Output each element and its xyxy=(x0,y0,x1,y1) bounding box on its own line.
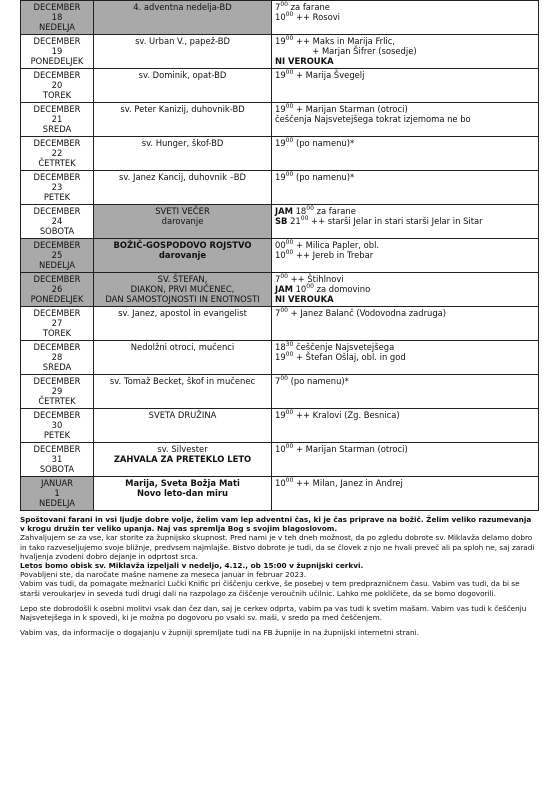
day-number: 27 xyxy=(51,318,63,328)
mass-text: 10 xyxy=(275,478,286,488)
schedule-row xyxy=(21,443,539,477)
day-number: 29 xyxy=(51,386,63,396)
feast-cell xyxy=(94,477,272,511)
feast-cell xyxy=(94,443,272,477)
mass-cell xyxy=(272,307,539,341)
day-number: 26 xyxy=(51,284,63,294)
day-number: 23 xyxy=(51,182,63,192)
day-cell xyxy=(21,375,94,409)
weekday-label: PONEDELJEK xyxy=(30,294,84,304)
time-minutes: 00 xyxy=(285,249,294,257)
mass-text: 00 xyxy=(275,240,286,250)
feast-cell xyxy=(94,69,272,103)
feast-line: sv. Hunger, škof-BD xyxy=(141,138,224,148)
mass-text: 18 xyxy=(292,206,307,216)
mass-text: ++ Maks in Marija Frlic, xyxy=(293,36,396,46)
day-cell xyxy=(21,307,94,341)
weekday-label: ČETRTEK xyxy=(38,396,76,406)
mass-text: SB xyxy=(275,216,288,226)
mass-text: 10 xyxy=(275,250,286,260)
feast-line: sv. Urban V., papež-BD xyxy=(135,36,230,46)
schedule-row xyxy=(21,171,539,205)
mass-text: 19 xyxy=(275,410,286,420)
day-cell xyxy=(21,1,94,35)
mass-schedule-body xyxy=(21,1,539,511)
weekday-label: TOREK xyxy=(42,90,72,100)
mass-text: češčenje Najsvetejšega xyxy=(293,342,395,352)
mass-line xyxy=(275,250,535,260)
day-number: 22 xyxy=(51,148,63,158)
day-cell xyxy=(21,137,94,171)
weekday-label: NEDELJA xyxy=(38,22,75,32)
time-minutes: 00 xyxy=(285,477,294,485)
mass-line xyxy=(275,478,535,488)
mass-line xyxy=(275,308,535,318)
feast-line: Novo leto-dan miru xyxy=(137,488,228,498)
feast-line: Marija, Sveta Božja Mati xyxy=(125,478,240,488)
thanks-text: Zahvaljujem se za vse, kar storite za župnijsko skupnost. Pred nami je v teh dneh možnost, da po zgledu dobrote sv. Miklavža delamo dobro in tako razveseljujemo svoje bližnje, predvsem najmlajše. Bistvo dobrote je tudi, da se človek z njo ne hvali preveč ali pa sploh ne, saj zaradi hvaljenja zvodeni dobro dejanje in odprtost srca. xyxy=(20,533,535,561)
mass-line xyxy=(275,56,535,66)
mass-text: ++ Milan, Janez in Andrej xyxy=(293,478,403,488)
time-minutes: 00 xyxy=(280,375,288,383)
weekday-label: PONEDELJEK xyxy=(30,56,84,66)
feast-cell xyxy=(94,239,272,273)
weekday-label: SOBOTA xyxy=(39,226,75,236)
time-minutes: 00 xyxy=(285,443,294,451)
mass-cell xyxy=(272,35,539,69)
month-label: JANUAR xyxy=(41,478,73,488)
time-minutes: 00 xyxy=(280,1,288,9)
mass-text: ++ Štihlnovi xyxy=(287,274,344,284)
mass-cell xyxy=(272,171,539,205)
weekday-label: SREDA xyxy=(42,362,72,372)
day-number: 31 xyxy=(51,454,63,464)
time-minutes: 00 xyxy=(306,283,314,291)
mass-line xyxy=(275,104,535,114)
mass-text: + Marija Švegelj xyxy=(293,70,365,80)
day-cell xyxy=(21,341,94,375)
day-cell xyxy=(21,239,94,273)
schedule-row xyxy=(21,69,539,103)
time-minutes: 00 xyxy=(285,103,294,111)
time-minutes: 00 xyxy=(285,351,294,359)
mass-cell xyxy=(272,103,539,137)
schedule-row xyxy=(21,375,539,409)
mass-line xyxy=(275,138,535,148)
mass-text: 19 xyxy=(275,70,286,80)
day-number: 24 xyxy=(51,216,63,226)
mass-text: 7 xyxy=(275,274,281,284)
feast-cell xyxy=(94,409,272,443)
mass-line xyxy=(275,172,535,182)
mass-cell xyxy=(272,205,539,239)
mass-text: češčenja Najsvetejšega tokrat izjemoma ne bo xyxy=(275,114,471,124)
day-number: 25 xyxy=(51,250,63,260)
mass-text: 18 xyxy=(275,342,286,352)
greeting-text: Spoštovani farani in vsi ljudje dobre volje, želim vam lep adventni čas, ki je čas priprave na božič. Želim veliko razumevanja v krogu družin ter veliko upanja. Naj vas spremlja Bog s svojim blagoslovom. xyxy=(20,515,532,534)
month-label: DECEMBER xyxy=(33,2,81,12)
weekday-label: PETEK xyxy=(43,430,71,440)
day-cell xyxy=(21,69,94,103)
day-cell xyxy=(21,477,94,511)
time-minutes: 00 xyxy=(300,215,309,223)
month-label: DECEMBER xyxy=(33,172,81,182)
day-number: 1 xyxy=(54,488,60,498)
month-label: DECEMBER xyxy=(33,274,81,284)
mass-cell xyxy=(272,409,539,443)
month-label: DECEMBER xyxy=(33,104,81,114)
mass-line xyxy=(275,46,535,56)
weekday-label: TOREK xyxy=(42,328,72,338)
mass-text: NI VEROUKA xyxy=(275,56,334,66)
day-number: 28 xyxy=(51,352,63,362)
feast-line: sv. Janez, apostol in evangelist xyxy=(118,308,247,318)
mass-line xyxy=(275,376,535,386)
month-label: DECEMBER xyxy=(33,444,81,454)
mass-text: + Milica Papler, obl. xyxy=(293,240,380,250)
mass-cell xyxy=(272,273,539,307)
feast-line: sv. Silvester xyxy=(157,444,208,454)
mass-schedule-table xyxy=(20,0,539,511)
weekday-label: PETEK xyxy=(43,192,71,202)
mass-text: + Štefan Ošlaj, obl. in god xyxy=(293,352,406,362)
mass-line xyxy=(275,294,535,304)
mass-line xyxy=(275,410,535,420)
mass-line xyxy=(275,216,535,226)
feast-line: sv. Peter Kanizij, duhovnik-BD xyxy=(120,104,245,114)
feast-line: SVETI VEČER xyxy=(155,206,210,216)
month-label: DECEMBER xyxy=(33,138,81,148)
feast-line: DIAKON, PRVI MUČENEC, xyxy=(130,284,235,294)
feast-line: ZAHVALA ZA PRETEKLO LETO xyxy=(113,454,252,464)
feast-line: sv. Tomaž Becket, škof in mučenec xyxy=(109,376,256,386)
weekday-label: ČETRTEK xyxy=(38,158,76,168)
mass-text: 19 xyxy=(275,352,286,362)
feast-line: sv. Dominik, opat-BD xyxy=(138,70,227,80)
time-minutes: 00 xyxy=(285,69,294,77)
mass-text: JAM xyxy=(275,206,293,216)
time-minutes: 00 xyxy=(280,307,288,315)
schedule-row xyxy=(21,273,539,307)
mass-text: 7 xyxy=(275,2,281,12)
weekday-label: NEDELJA xyxy=(38,260,75,270)
schedule-row xyxy=(21,239,539,273)
time-minutes: 00 xyxy=(285,11,294,19)
feast-line: darovanje xyxy=(158,250,207,260)
feast-line: DAN SAMOSTOJNOSTI IN ENOTNOSTI xyxy=(105,294,260,304)
mass-line xyxy=(275,444,535,454)
mass-text: (po namenu)* xyxy=(287,376,349,386)
feast-cell xyxy=(94,103,272,137)
schedule-row xyxy=(21,307,539,341)
weekday-label: SOBOTA xyxy=(39,464,75,474)
miklavz-visit-text: Letos bomo obisk sv. Miklavža izpeljali v nedeljo, 4.12., ob 15:00 v župnijski cerkvi. xyxy=(20,561,364,571)
mass-line xyxy=(275,284,535,294)
mass-text: 19 xyxy=(275,104,286,114)
cleaning-text: Vabim vas tudi, da pomagate mežnarici Lučki Knific pri čiščenju cerkve, še posebej v tem predprazničnem času. Vabim vas tudi, da bi se starši veroukarjev in seveda tudi drugi dali na razpolago za čiščenje veroučnih učilnic. Lahko me pokličete, da se bomo dogovorili. xyxy=(20,579,520,598)
mass-text: ++ Rosovi xyxy=(293,12,341,22)
month-label: DECEMBER xyxy=(33,410,81,420)
feast-cell xyxy=(94,171,272,205)
day-number: 30 xyxy=(51,420,63,430)
schedule-row xyxy=(21,35,539,69)
feast-line: darovanje xyxy=(161,216,204,226)
schedule-row xyxy=(21,477,539,511)
day-cell xyxy=(21,35,94,69)
month-label: DECEMBER xyxy=(33,342,81,352)
month-label: DECEMBER xyxy=(33,376,81,386)
day-number: 21 xyxy=(51,114,63,124)
mass-text: 19 xyxy=(275,36,286,46)
day-cell xyxy=(21,171,94,205)
mass-text: ++ starši Jelar in stari starši Jelar in Sitar xyxy=(308,216,483,226)
mass-line xyxy=(275,70,535,80)
mass-text: NI VEROUKA xyxy=(275,294,334,304)
mass-text: 19 xyxy=(275,172,286,182)
mass-text: + Marijan Starman (otroci) xyxy=(293,444,408,454)
day-number: 20 xyxy=(51,80,63,90)
feast-line: sv. Janez Kancij, duhovnik –BD xyxy=(118,172,247,182)
feast-line: SVETA DRUŽINA xyxy=(148,410,217,420)
feast-cell xyxy=(94,35,272,69)
feast-line: SV. ŠTEFAN, xyxy=(157,274,208,284)
mass-text: (po namenu)* xyxy=(293,138,355,148)
mass-line xyxy=(275,114,535,124)
mass-cell xyxy=(272,1,539,35)
mass-line xyxy=(275,240,535,250)
schedule-row xyxy=(21,409,539,443)
mass-text: 7 xyxy=(275,308,281,318)
mass-text: za domovino xyxy=(313,284,371,294)
mass-line xyxy=(275,206,535,216)
mass-text: za farane xyxy=(313,206,356,216)
mass-cell xyxy=(272,239,539,273)
mass-text: + Marjan Šifrer (sosedje) xyxy=(275,46,417,56)
mass-text: ++ Jereb in Trebar xyxy=(293,250,374,260)
feast-line: 4. adventna nedelja-BD xyxy=(133,2,232,12)
mass-text: 10 xyxy=(275,12,286,22)
mass-text: (po namenu)* xyxy=(293,172,355,182)
time-minutes: 00 xyxy=(285,35,294,43)
time-minutes: 30 xyxy=(285,341,294,349)
feast-cell xyxy=(94,273,272,307)
mass-line xyxy=(275,36,535,46)
mass-cell xyxy=(272,341,539,375)
mass-text: + Marijan Starman (otroci) xyxy=(293,104,408,114)
day-cell xyxy=(21,273,94,307)
weekday-label: NEDELJA xyxy=(38,498,75,508)
mass-text: + Janez Balanč (Vodovodna zadruga) xyxy=(287,308,447,318)
mass-cell xyxy=(272,137,539,171)
mass-text: 19 xyxy=(275,138,286,148)
schedule-row xyxy=(21,1,539,35)
mass-text: 10 xyxy=(292,284,307,294)
time-minutes: 00 xyxy=(285,239,294,247)
schedule-row xyxy=(21,341,539,375)
mass-text: za farane xyxy=(287,2,330,12)
day-cell xyxy=(21,443,94,477)
schedule-row xyxy=(21,205,539,239)
mass-cell xyxy=(272,375,539,409)
feast-cell xyxy=(94,341,272,375)
time-minutes: 00 xyxy=(280,273,288,281)
mass-line xyxy=(275,12,535,22)
prayer-text: Lepo ste dobrodošli k osebni molitvi vsak dan čez dan, saj je cerkev odprta, vabim pa vas tudi k svetim mašam. Vabim vas tudi k češčenju Najsvetejšega in k spovedi, ki je možna po dogovoru po vsaki sv. maši, v sredo pa med češčenjem. xyxy=(20,603,527,623)
time-minutes: 00 xyxy=(285,137,294,145)
mass-cell xyxy=(272,69,539,103)
day-cell xyxy=(21,409,94,443)
mass-text: 21 xyxy=(287,216,301,226)
month-label: DECEMBER xyxy=(33,308,81,318)
intentions-text: Povabljeni ste, da naročate mašne namene za meseca januar in februar 2023. xyxy=(20,570,307,580)
mass-text: JAM xyxy=(275,284,293,294)
month-label: DECEMBER xyxy=(33,240,81,250)
feast-cell xyxy=(94,307,272,341)
mass-text: 10 xyxy=(275,444,286,454)
schedule-row xyxy=(21,103,539,137)
feast-line: Nedolžni otroci, mučenci xyxy=(130,342,235,352)
day-cell xyxy=(21,205,94,239)
mass-line xyxy=(275,352,535,362)
mass-text: 7 xyxy=(275,376,281,386)
feast-cell xyxy=(94,137,272,171)
mass-text: ++ Kralovi (Zg. Besnica) xyxy=(293,410,400,420)
mass-cell xyxy=(272,477,539,511)
month-label: DECEMBER xyxy=(33,206,81,216)
feast-cell xyxy=(94,375,272,409)
schedule-row xyxy=(21,137,539,171)
feast-line: BOŽIČ-GOSPODOVO ROJSTVO xyxy=(113,240,252,250)
mass-line xyxy=(275,342,535,352)
time-minutes: 00 xyxy=(285,409,294,417)
month-label: DECEMBER xyxy=(33,36,81,46)
mass-cell xyxy=(272,443,539,477)
day-number: 18 xyxy=(51,12,63,22)
feast-cell xyxy=(94,205,272,239)
month-label: DECEMBER xyxy=(33,70,81,80)
facebook-text: Vabim vas, da informacije o dogajanju v župniji spremljate tudi na FB župnije in na župnijski internetni strani. xyxy=(20,628,419,638)
mass-line xyxy=(275,274,535,284)
mass-line xyxy=(275,2,535,12)
time-minutes: 00 xyxy=(306,205,314,213)
day-cell xyxy=(21,103,94,137)
time-minutes: 00 xyxy=(285,171,294,179)
weekday-label: SREDA xyxy=(42,124,72,134)
feast-cell xyxy=(94,1,272,35)
day-number: 19 xyxy=(51,46,63,56)
announcements xyxy=(20,515,538,637)
